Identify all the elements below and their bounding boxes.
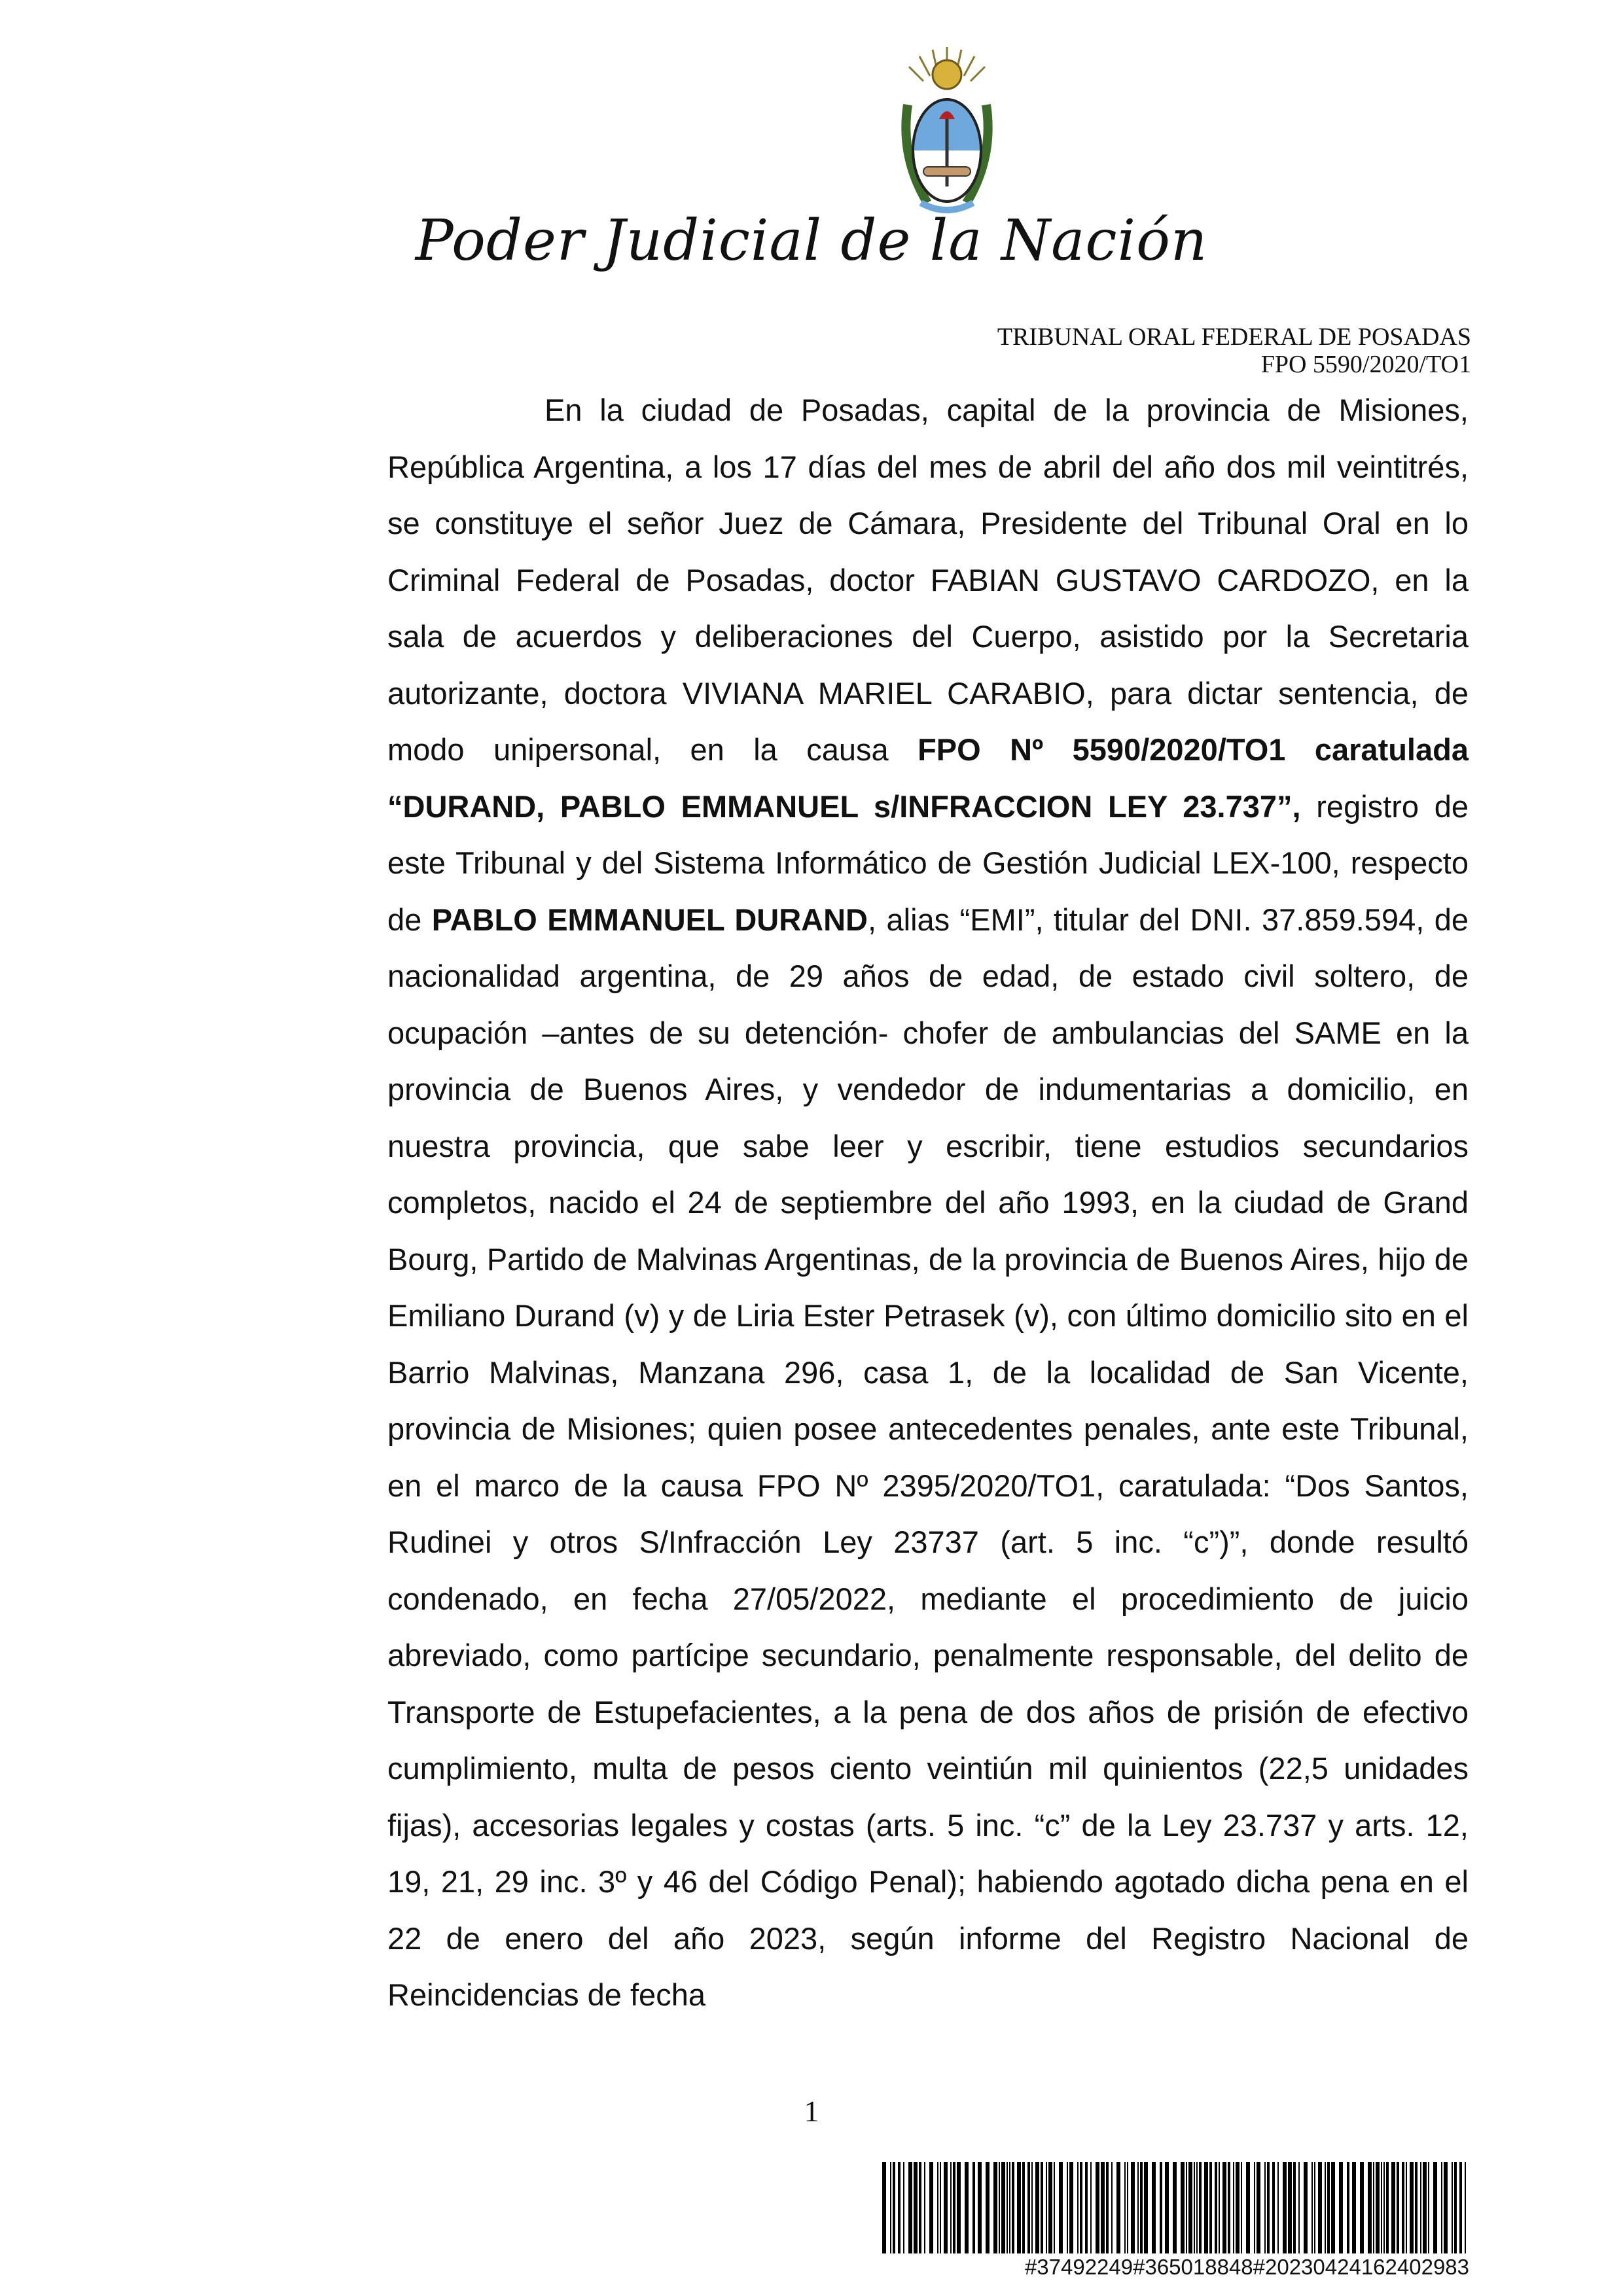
text-run: registro de este Tribunal y del Sistema Informático de Gestión Judicial LEX-100, respecto de	[387, 788, 1469, 937]
barcode-bar	[1101, 2162, 1105, 2253]
barcode-bar	[1096, 2162, 1099, 2253]
barcode	[882, 2162, 1469, 2253]
court-name: TRIBUNAL ORAL FEDERAL DE POSADAS	[997, 323, 1471, 351]
barcode-bar	[1304, 2162, 1308, 2253]
barcode-bar	[1331, 2162, 1335, 2253]
barcode-bar	[944, 2162, 948, 2253]
barcode-bar	[1041, 2162, 1043, 2253]
barcode-bar	[903, 2162, 904, 2253]
barcode-bar	[898, 2162, 901, 2253]
barcode-bar	[978, 2162, 982, 2253]
barcode-bar	[1054, 2162, 1055, 2253]
barcode-bar	[1368, 2162, 1372, 2253]
barcode-bar	[950, 2162, 952, 2253]
barcode-bar	[1360, 2162, 1364, 2253]
barcode-bar	[1277, 2162, 1279, 2253]
barcode-bar	[1127, 2162, 1128, 2253]
barcode-bar	[1444, 2162, 1448, 2253]
barcode-bar	[1386, 2162, 1389, 2253]
barcode-bar	[1181, 2162, 1185, 2253]
barcode-bar	[940, 2162, 941, 2253]
barcode-bar	[1454, 2162, 1457, 2253]
barcode-bar	[999, 2162, 1000, 2253]
barcode-bar	[1160, 2162, 1162, 2253]
barcode-bar	[1272, 2162, 1275, 2253]
barcode-bar	[1080, 2162, 1082, 2253]
page-number: 1	[804, 2094, 819, 2128]
barcode-bar	[1406, 2162, 1407, 2253]
barcode-bar	[1111, 2162, 1113, 2253]
barcode-bar	[1007, 2162, 1008, 2253]
barcode-bar	[953, 2162, 955, 2253]
barcode-bar	[929, 2162, 933, 2253]
barcode-bar	[1339, 2162, 1343, 2253]
barcode-bar	[965, 2162, 969, 2253]
barcode-bar	[1012, 2162, 1014, 2253]
institution-title: Poder Judicial de la Nación	[415, 208, 1208, 274]
barcode-bar	[1194, 2162, 1195, 2253]
barcode-bar	[1188, 2162, 1192, 2253]
barcode-bar	[893, 2162, 895, 2253]
barcode-bar	[1254, 2162, 1255, 2253]
barcode-bar	[1233, 2162, 1234, 2253]
barcode-bar	[1298, 2162, 1300, 2253]
barcode-bar	[1415, 2162, 1418, 2253]
barcode-bar	[1031, 2162, 1033, 2253]
barcode-bar	[1465, 2162, 1466, 2253]
barcode-bar	[1318, 2162, 1322, 2253]
barcode-bar	[1152, 2162, 1156, 2253]
barcode-bar	[1090, 2162, 1092, 2253]
coat-of-arms-emblem	[895, 46, 999, 217]
barcode-bar	[1027, 2162, 1030, 2253]
barcode-bar	[1215, 2162, 1217, 2253]
barcode-bar	[1459, 2162, 1462, 2253]
barcode-bar	[1035, 2162, 1039, 2253]
barcode-bar	[1288, 2162, 1292, 2253]
barcode-bar	[1017, 2162, 1021, 2253]
barcode-bar	[908, 2162, 912, 2253]
barcode-bar	[1410, 2162, 1414, 2253]
barcode-bar	[1327, 2162, 1330, 2253]
barcode-bar	[1199, 2162, 1202, 2253]
barcode-bar	[1116, 2162, 1120, 2253]
barcode-text: #37492249#365018848#20230424162402983	[1024, 2255, 1469, 2279]
barcode-bar	[1241, 2162, 1242, 2253]
barcode-bar	[882, 2162, 886, 2253]
sentence-body	[387, 382, 1469, 2024]
defendant-name: PABLO EMMANUEL DURAND	[431, 902, 868, 937]
barcode-bar	[1383, 2162, 1385, 2253]
barcode-bar	[1441, 2162, 1442, 2253]
barcode-bar	[986, 2162, 990, 2253]
barcode-bar	[1433, 2162, 1437, 2253]
barcode-bar	[1209, 2162, 1212, 2253]
barcode-bar	[993, 2162, 997, 2253]
barcode-bar	[1376, 2162, 1380, 2253]
barcode-bar	[1196, 2162, 1198, 2253]
barcode-bar	[1140, 2162, 1143, 2253]
barcode-bar	[1009, 2162, 1010, 2253]
barcode-bar	[1085, 2162, 1088, 2253]
barcode-bar	[1391, 2162, 1395, 2253]
case-number: FPO 5590/2020/TO1	[1260, 351, 1471, 378]
barcode-bar	[1048, 2162, 1052, 2253]
barcode-bar	[1106, 2162, 1109, 2253]
barcode-bar	[1381, 2162, 1382, 2253]
barcode-bar	[1069, 2162, 1073, 2253]
barcode-bar	[1219, 2162, 1220, 2253]
paragraph	[387, 382, 1469, 2024]
barcode-bar	[1022, 2162, 1025, 2253]
barcode-bar	[914, 2162, 918, 2253]
barcode-bar	[1264, 2162, 1266, 2253]
barcode-bar	[1352, 2162, 1356, 2253]
barcode-bar	[937, 2162, 938, 2253]
barcode-bar	[1165, 2162, 1169, 2253]
barcode-bar	[1293, 2162, 1296, 2253]
barcode-bar	[1423, 2162, 1427, 2253]
barcode-bar	[1325, 2162, 1326, 2253]
barcode-bar	[1046, 2162, 1047, 2253]
barcode-bar	[1452, 2162, 1453, 2253]
barcode-bar	[1402, 2162, 1404, 2253]
barcode-bar	[1173, 2162, 1177, 2253]
barcode-bar	[972, 2162, 975, 2253]
case-caption: FPO Nº 5590/2020/TO1 caratulada “DURAND, PABLO EMMANUEL s/INFRACCION LEY 23.737”,	[387, 732, 1469, 824]
barcode-bar	[1397, 2162, 1399, 2253]
barcode-bar	[1246, 2162, 1250, 2253]
barcode-bar	[1124, 2162, 1126, 2253]
barcode-bar	[1131, 2162, 1135, 2253]
barcode-bar	[890, 2162, 891, 2253]
barcode-bar	[1137, 2162, 1139, 2253]
barcode-bar	[1186, 2162, 1187, 2253]
barcode-bar	[1144, 2162, 1148, 2253]
barcode-bar	[1257, 2162, 1260, 2253]
barcode-bar	[924, 2162, 925, 2253]
barcode-bar	[1204, 2162, 1208, 2253]
barcode-bar	[1001, 2162, 1005, 2253]
court-header	[997, 323, 1471, 378]
barcode-bar	[1059, 2162, 1063, 2253]
barcode-bar	[1067, 2162, 1068, 2253]
barcode-bar	[1420, 2162, 1421, 2253]
barcode-bar	[1267, 2162, 1270, 2253]
text-run: En la ciudad de Posadas, capital de la provincia de Misiones, República Argentina, a los 17 días del mes de abril del año dos mil veintitrés, se constituye el señor Juez de Cámara, Presidente del Tribunal Oral en lo Criminal Federal de Posadas, doctor FABIAN GUSTAVO CARDOZO, en la sala de acuerdos y deliberaciones del Cuerpo, asistido por la Secretaria autorizante, doctora VIVIANA MARIEL CARABIO, para dictar sentencia, de modo unipersonal, en la causa	[387, 393, 1469, 767]
barcode-bar	[1311, 2162, 1313, 2253]
barcode-bar	[1314, 2162, 1315, 2253]
text-run: , alias “EMI”, titular del DNI. 37.859.594, de nacionalidad argentina, de 29 años de edad, de estado civil soltero, de ocupación –antes de su detención- chofer de ambulancias del SAME en la provincia de Buenos Aires, y vendedor de indumentarias a domicilio, en nuestra provincia, que sabe leer y escribir, tiene estudios secundarios completos, nacido el 24 de septiembre del año 1993, en la ciudad de Grand Bourg, Partido de Malvinas Argentinas, de la provincia de Buenos Aires, hijo de Emiliano Durand (v) y de Liria Ester Petrasek (v), con último domicilio sito en el Barrio Malvinas, Manzana 296, casa 1, de la localidad de San Vicente, provincia de Misiones; quien posee antecedentes penales, ante este Tribunal, en el marco de la causa FPO Nº 2395/2020/TO1, caratulada: “Dos Santos, Rudinei y otros S/Infracción Ley 23737 (art. 5 inc. “c”)”, donde resultó condenado, en fecha 27/05/2022, mediante el procedimiento de juicio abreviado, como partícipe secundario, penalmente responsable, del delito de Transporte de Estupefacientes, a la pena de dos años de prisión de efectivo cumplimiento, multa de pesos ciento veintiún mil quinientos (22,5 unidades fijas), accesorias legales y costas (arts. 5 inc. “c” de la Ley 23.737 y arts. 12, 19, 21, 29 inc. 3º y 46 del Código Penal); habiendo agotado dicha pena en el 22 de enero del año 2023, según informe del Registro Nacional de Reincidencias de fecha	[387, 902, 1469, 2012]
barcode-bar	[1222, 2162, 1226, 2253]
barcode-bar	[919, 2162, 921, 2253]
barcode-bar	[1283, 2162, 1287, 2253]
barcode-bar	[957, 2162, 961, 2253]
barcode-bar	[1077, 2162, 1079, 2253]
barcode-bar	[1236, 2162, 1240, 2253]
barcode-bar	[1347, 2162, 1349, 2253]
barcode-bar	[1428, 2162, 1429, 2253]
barcode-bar	[1373, 2162, 1374, 2253]
barcode-bar	[1228, 2162, 1230, 2253]
